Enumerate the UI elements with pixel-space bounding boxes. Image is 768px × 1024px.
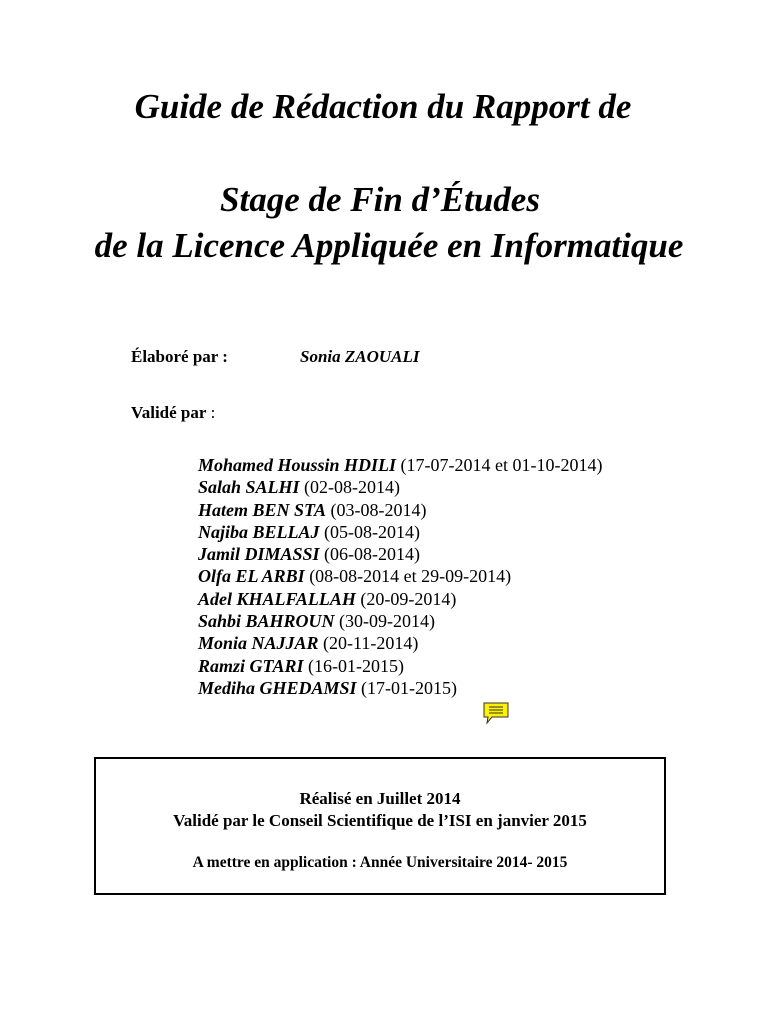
validator-date: (30-09-2014) [334,611,436,632]
realise-date: Réalisé en Juillet 2014 [299,789,461,808]
validator-item [198,588,603,610]
validator-name: Sahbi BAHROUN [198,611,335,632]
validator-item [198,632,603,654]
validator-date: (05-08-2014) [319,521,420,542]
validator-name: Adel KHALFALLAH [198,588,356,609]
validator-item [198,565,603,587]
validator-name: Salah SALHI [198,477,300,498]
validator-item [198,521,603,543]
validator-name: Hatem BEN STA [198,499,327,520]
elabore-label: Élaboré par : [131,347,228,366]
validator-item [198,454,603,476]
validator-item [198,610,603,632]
realisation-box [94,757,666,895]
document-title-line-1: Guide de Rédaction du Rapport de [134,87,632,126]
validator-date: (17-07-2014 et 01-10-2014) [396,455,603,475]
validator-date: (20-09-2014) [355,588,457,609]
validator-date: (16-01-2015) [303,655,405,676]
comment-icon[interactable] [482,701,510,725]
document-title-line-2: Stage de Fin d’Études [220,180,540,219]
valide-label [131,403,215,423]
validator-item [198,543,603,565]
validator-date: (06-08-2014) [319,544,421,565]
validator-name: Monia NAJJAR [198,633,319,654]
validator-name: Najiba BELLAJ [198,521,320,542]
validator-date: (03-08-2014) [326,499,427,520]
validators-list [198,454,603,699]
document-title-line-3: de la Licence Appliquée en Informatique [94,226,684,265]
validator-name: Ramzi GTARI [198,655,304,676]
validator-name: Olfa EL ARBI [198,566,305,587]
validator-item [198,655,603,677]
valide-label-colon: : [206,403,216,422]
validation-conseil: Validé par le Conseil Scientifique de l’ISI en janvier 2015 [173,811,587,830]
validator-date: (08-08-2014 et 29-09-2014) [304,566,512,587]
author-name: Sonia ZAOUALI [300,347,420,366]
application-year: A mettre en application : Année Universitaire 2014- 2015 [192,854,568,871]
validator-date: (17-01-2015) [356,677,458,698]
validator-date: (20-11-2014) [318,633,419,654]
validator-item [198,499,603,521]
validator-name: Mediha GHEDAMSI [198,677,357,698]
validator-name: Jamil DIMASSI [198,544,320,565]
validator-date: (02-08-2014) [299,477,401,498]
validator-item [198,476,603,498]
validator-item [198,677,603,699]
valide-label-text: Validé par [131,403,207,422]
validator-name: Mohamed Houssin HDILI [198,455,397,475]
